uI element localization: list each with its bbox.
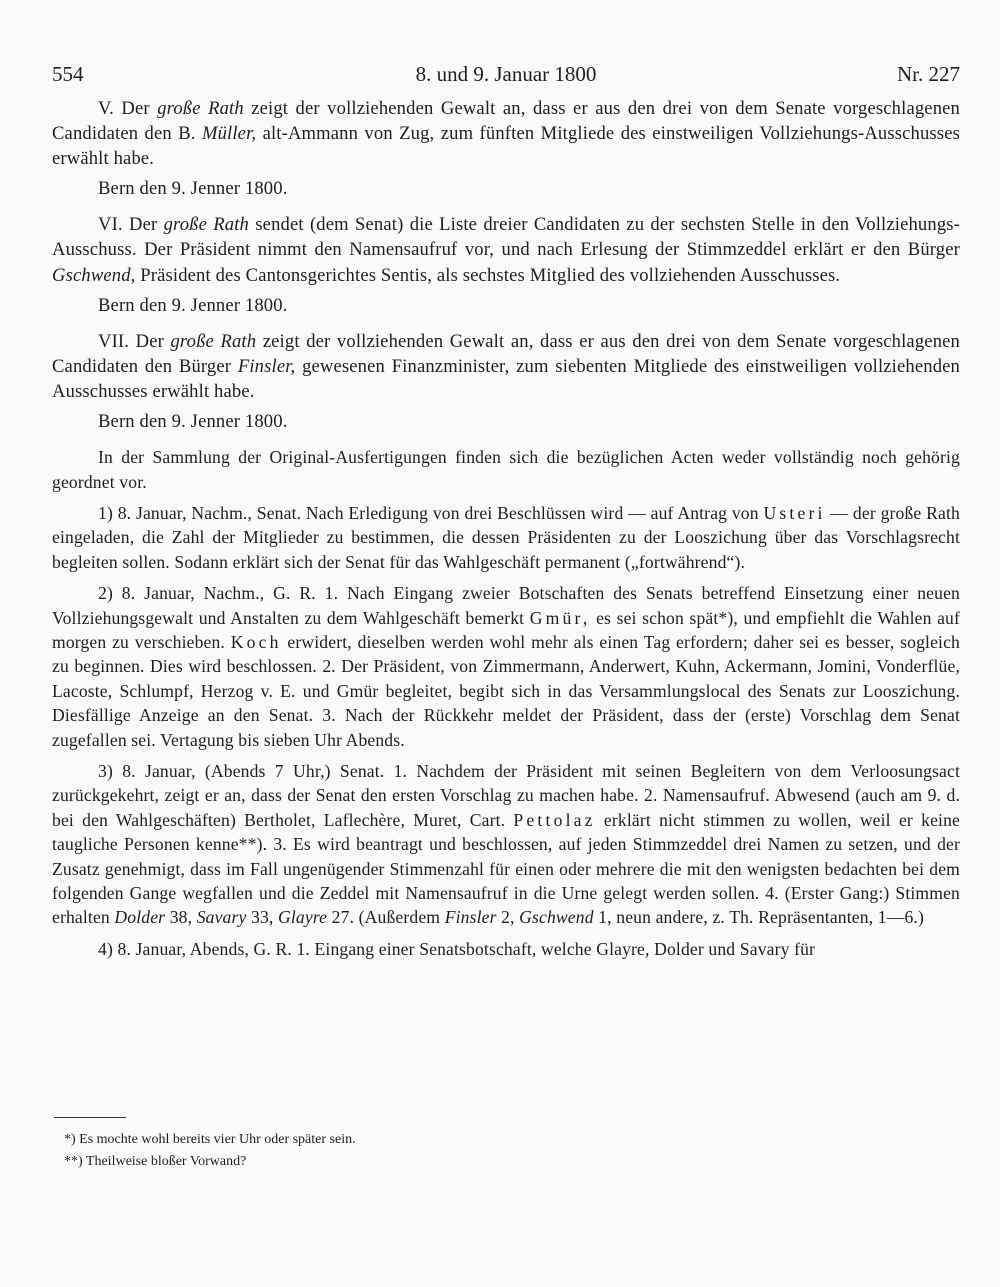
spaced-name: Gmür, — [529, 607, 591, 628]
document-number: Nr. 227 — [897, 62, 960, 86]
text-run: erklärt nicht stimmen zu wollen, weil er keine taugliche Personen kenne**). 3. Es wird beantragt und beschlossen, auf jeden Stimmzeddel drei Namen zu setzen, und der Zusatz genehmigt, dass im Fall ungenügender Stimmenzahl für einen oder mehrere die mit den wenigsten bedachten bei dem folgenden Gange wegfallen und die Zeddel mit Namensaufruf in die Urne gelegt werden sollen. 4. (Erster Gang:) Stimmen erhalten — [52, 809, 960, 928]
text-run: alt-Ammann von Zug, zum fünften Mitgliede des einstweiligen Vollziehungs-Ausschusses erwählt habe. — [52, 123, 960, 170]
dateline — [52, 176, 960, 201]
paragraph — [52, 501, 960, 574]
dateline — [52, 409, 960, 434]
paragraph — [52, 759, 960, 930]
text-run: — der große Rath eingeladen, die Zahl der Mitglieder zu bestimmen, die dessen Präsidenten zu der Looszichung über das Vorschlagsrecht begleiten sollen. Sodann erklärt sich der Senat für das Wahlgeschäft permanent („fortwährend“). — [52, 502, 960, 572]
text-run: V. Der — [98, 98, 158, 119]
text-run: zeigt der vollziehenden Gewalt an, dass er aus den drei von dem Senate vorgeschlagenen Candidaten den B. — [52, 98, 960, 145]
paragraph — [52, 581, 960, 752]
italic-text: Finsler — [444, 907, 497, 928]
italic-text: Müller, — [201, 123, 257, 145]
paragraph — [52, 445, 960, 494]
paragraph — [52, 937, 960, 961]
running-header — [52, 60, 960, 88]
spaced-name: Pettolaz — [513, 809, 596, 830]
spaced-name: Koch — [230, 631, 282, 652]
italic-text: Savary — [196, 907, 247, 928]
text-run: 1, neun andere, z. Th. Repräsentanten, 1—6.) — [593, 907, 924, 928]
italic-text: Finsler, — [237, 355, 296, 377]
text-run: 33, — [246, 907, 279, 928]
footnote: *) Es mochte wohl bereits vier Uhr oder später sein. — [64, 1132, 356, 1147]
text-run: VI. Der — [98, 214, 164, 236]
text-run: 2, — [496, 907, 520, 928]
italic-text: große Rath — [157, 98, 244, 119]
text-run: 2) 8. Januar, Nachm., G. R. 1. Nach Eingang zweier Botschaften des Senats betreffend Einsetzung einer neuen Vollziehungsgewalt und Anstalten zu dem Wahlgeschäft bemerkt — [52, 583, 960, 628]
paragraph — [52, 212, 960, 287]
text-run: erwidert, dieselben werden wohl mehr als einen Tag erfordern; daher sei es besser, sogleich zu beginnen. Dies wird beschlossen. 2. Der Präsident, von Zimmermann, Anderwert, Kuhn, Ackermann, Jomini, Vonderflüe, Lacoste, Schlumpf, Herzog v. E. und Gmür begleitet, begibt sich in das Versammlungslocal des Senats zur Looszichung. Diesfällige Anzeige an den Senat. 3. Nach der Rückkehr meldet der Präsident, dass der (erste) Vorschlag dem Senat zugefallen sei. Vertagung bis sieben Uhr Abends. — [52, 631, 960, 750]
spaced-name: Usteri — [763, 502, 826, 523]
document-body — [52, 96, 960, 968]
paragraph — [52, 329, 960, 404]
text-run: Bern den 9. Jenner 1800. — [98, 294, 288, 316]
italic-text: Dolder — [114, 907, 166, 928]
text-run: Bern den 9. Jenner 1800. — [98, 411, 288, 433]
header-date: 8. und 9. Januar 1800 — [415, 62, 597, 86]
footnotes — [64, 1129, 944, 1173]
italic-text: Glayre — [278, 907, 328, 928]
text-run: Bern den 9. Jenner 1800. — [98, 178, 288, 200]
text-run: 27. (Außerdem — [327, 907, 445, 928]
italic-text: Gschwend — [519, 907, 594, 928]
italic-text: große Rath — [170, 330, 257, 352]
text-run: VII. Der — [98, 330, 171, 352]
italic-text: große Rath — [163, 214, 250, 236]
text-run: 4) 8. Januar, Abends, G. R. 1. Eingang einer Senatsbotschaft, welche Glayre, Dolder und Savary für — [98, 938, 816, 959]
italic-text: Gschwend, — [52, 264, 136, 286]
text-run: 1) 8. Januar, Nachm., Senat. Nach Erledigung von drei Beschlüssen wird — auf Antrag von — [98, 502, 764, 523]
dateline — [52, 293, 960, 318]
paragraph — [52, 96, 960, 171]
text-run: sendet (dem Senat) die Liste dreier Candidaten zu der sechsten Stelle in den Vollziehungs-Ausschuss. Der Präsident nimmt den Namensaufruf vor, und nach Erlesung der Stimmzeddel erklärt er den Bürger — [52, 214, 960, 261]
text-run: Präsident des Cantonsgerichtes Sentis, als sechstes Mitglied des vollziehenden Ausschusses. — [135, 264, 841, 286]
page-number: 554 — [52, 62, 84, 86]
text-run: es sei schon spät*), und empfiehlt die Wahlen auf morgen zu verschieben. — [52, 607, 960, 652]
footnote-rule — [54, 1117, 126, 1118]
text-run: 38, — [165, 907, 197, 928]
text-run: gewesenen Finanzminister, zum siebenten Mitgliede des einstweiligen vollziehenden Ausschusses erwählt habe. — [52, 355, 960, 402]
text-run: zeigt der vollziehenden Gewalt an, dass er aus den drei von dem Senate vorgeschlagenen Candidaten den Bürger — [52, 330, 960, 377]
text-run: In der Sammlung der Original-Ausfertigungen finden sich die bezüglichen Acten weder vollständig noch gehörig geordnet vor. — [52, 447, 960, 492]
footnote: **) Theilweise bloßer Vorwand? — [64, 1154, 247, 1169]
text-run: 3) 8. Januar, (Abends 7 Uhr,) Senat. 1. Nachdem der Präsident mit seinen Begleitern von dem Verloosungsact zurückgekehrt, zeigt er an, dass der Senat den ersten Vorschlag zu machen habe. 2. Namensaufruf. Abwesend (auch am 9. d. bei den Wahlgeschäften) Bertholet, Laflechère, Muret, Cart. — [52, 761, 960, 830]
